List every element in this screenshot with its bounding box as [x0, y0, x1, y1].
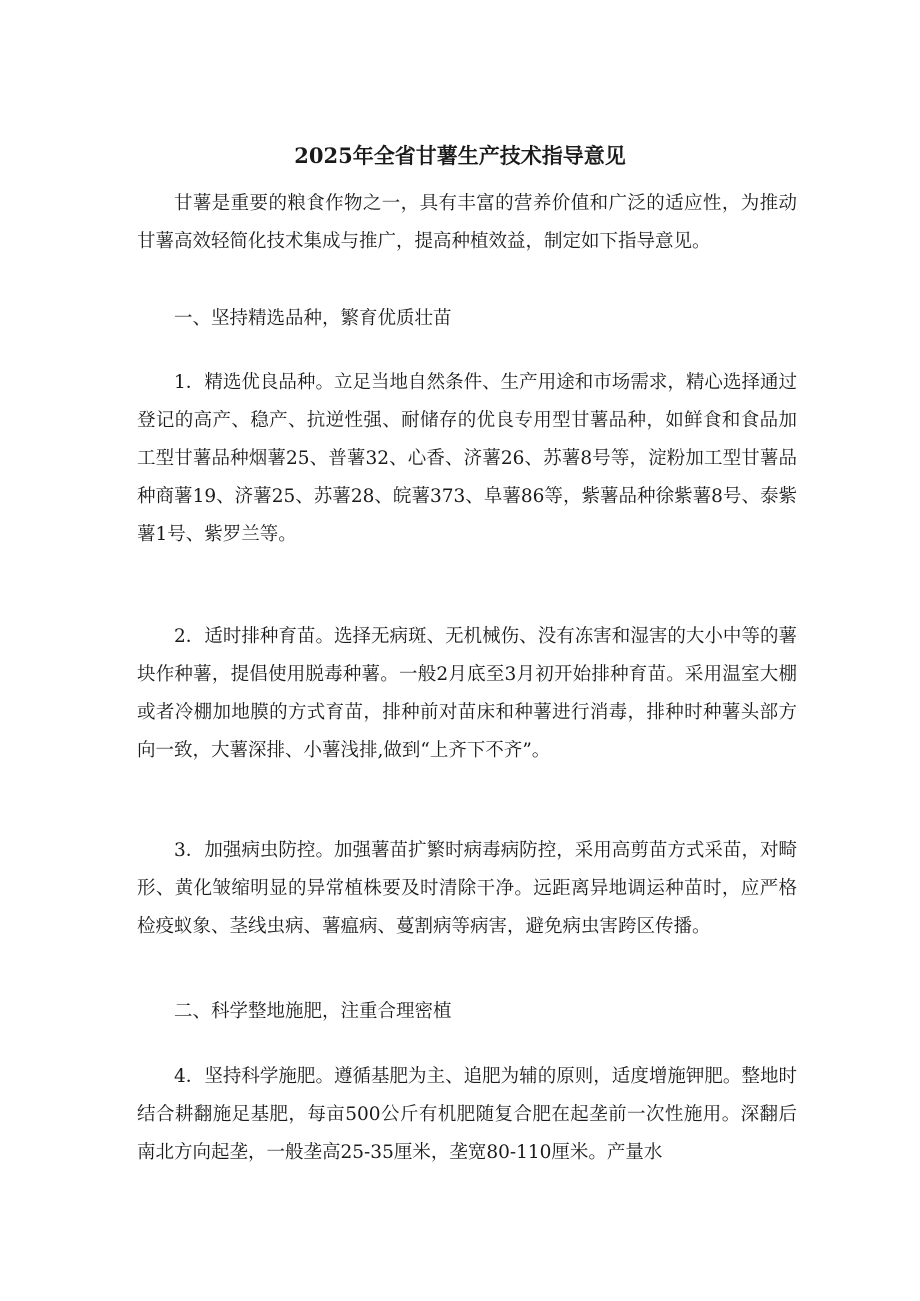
item-paragraph-3: 3．加强病虫防控。加强薯苗扩繁时病毒病防控，采用高剪苗方式采苗，对畸形、黄化皱缩明显的异常植株要及时清除干净。远距离异地调运种苗时，应严格检疫蚁象、茎线虫病、薯瘟病、蔓割病等病害，避免病虫害跨区传播。 — [137, 840, 797, 937]
section-heading-1: 一、坚持精选品种，繁育优质壮苗 — [174, 308, 452, 329]
intro-paragraph: 甘薯是重要的粮食作物之一，具有丰富的营养价值和广泛的适应性，为推动甘薯高效轻简化技术集成与推广，提高种植效益，制定如下指导意见。 — [137, 193, 797, 252]
item-paragraph-4: 4．坚持科学施肥。遵循基肥为主、追肥为辅的原则，适度增施钾肥。整地时结合耕翻施足基肥，每亩500公斤有机肥随复合肥在起垄前一次性施用。深翻后南北方向起垄，一般垄高25-35厘米，垄宽80-110厘米。产量水 — [137, 1066, 797, 1163]
item-paragraph-1: 1．精选优良品种。立足当地自然条件、生产用途和市场需求，精心选择通过登记的高产、稳产、抗逆性强、耐储存的优良专用型甘薯品种，如鲜食和食品加工型甘薯品种烟薯25、普薯32、心香、济薯26、苏薯8号等，淀粉加工型甘薯品种商薯19、济薯25、苏薯28、皖薯373、阜薯86等，紫薯品种徐紫薯8号、泰紫薯1号、紫罗兰等。 — [137, 372, 797, 545]
section-heading-2: 二、科学整地施肥，注重合理密植 — [174, 1001, 452, 1022]
item-paragraph-2: 2．适时排种育苗。选择无病斑、无机械伤、没有冻害和湿害的大小中等的薯块作种薯，提倡使用脱毒种薯。一般2月底至3月初开始排种育苗。采用温室大棚或者冷棚加地膜的方式育苗，排种前对苗床和种薯进行消毒，排种时种薯头部方向一致，大薯深排、小薯浅排,做到“上齐下不齐”。 — [137, 626, 797, 761]
document-title: 2025年全省甘薯生产技术指导意见 — [294, 143, 626, 168]
